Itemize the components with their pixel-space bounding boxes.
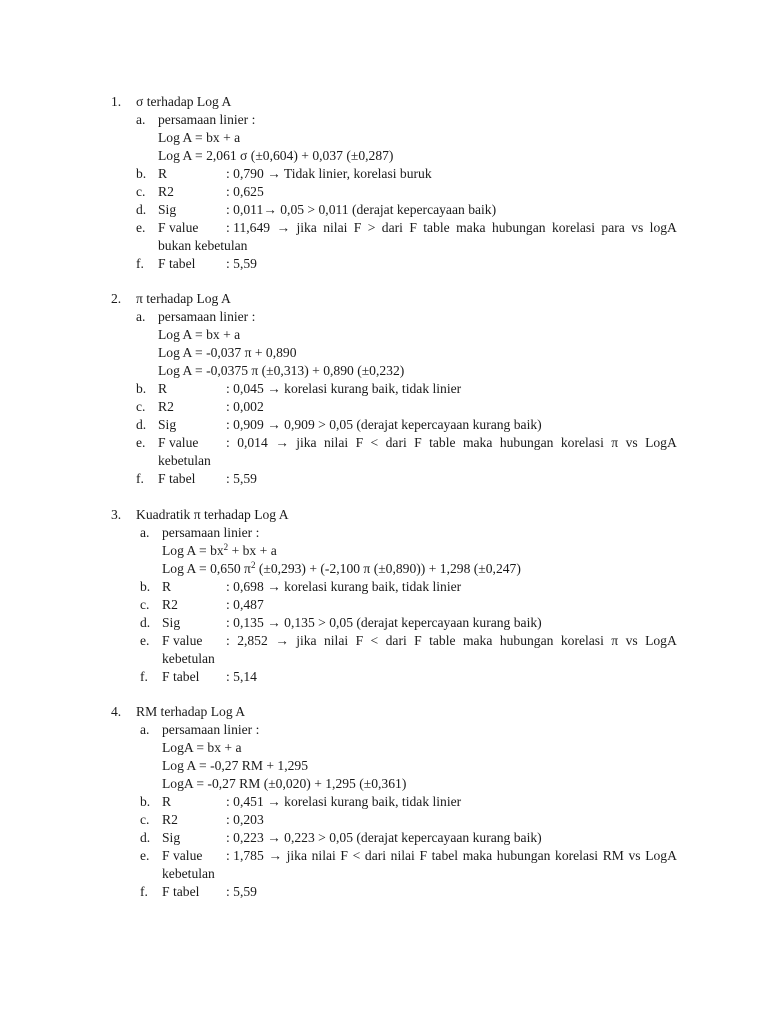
item-label: F value [158,435,199,450]
item-label: R2 [162,597,178,612]
item-label: R [162,579,172,594]
word: > [367,220,376,235]
item-letter: a. [136,112,146,127]
word: 2,852 [237,633,268,648]
word: nilai [311,848,336,863]
item-letter: e. [136,435,146,450]
item-value: : 0,790 → Tidak linier, korelasi buruk [226,166,432,181]
item-value [226,219,677,237]
item-label: R2 [162,812,178,827]
equation-line: Log $A = bx^2$ + bx + a [162,542,277,558]
item-letter: f. [136,256,144,271]
item-letter: d. [136,417,147,432]
item-label: persamaan linier : [162,525,260,540]
word: F [414,435,422,450]
word: F [353,220,362,235]
word: < [370,633,379,648]
item-label: F value [162,848,203,863]
section-number: 2. [111,291,122,306]
word: jika [286,848,307,863]
word: dari [385,633,407,648]
word: maka [462,633,493,648]
equation-line: Log A = -0,0375 π (±0,313) + 0,890 (±0,232) [158,363,405,378]
item-letter: d. [140,830,151,845]
item-value [226,632,677,650]
word: para [601,220,625,235]
item-label: R2 [158,184,174,199]
word: dari [385,435,407,450]
item-letter: c. [136,399,146,414]
word: logA [649,220,677,235]
item-letter: a. [140,525,150,540]
word: → [275,633,289,648]
section-number: 3. [111,507,122,522]
item-value: : 0,487 [226,597,264,612]
item-label: R2 [158,399,174,414]
word: LogA [645,633,677,648]
item-value [226,847,677,865]
item-letter: c. [140,597,150,612]
item-label: F value [162,633,203,648]
item-letter: e. [136,220,146,235]
item-label: Sig [162,615,181,630]
word: hubungan [499,633,554,648]
item-value: : 0,002 [226,399,264,414]
word: LogA [645,435,677,450]
item-letter: f. [136,471,144,486]
word: maka [462,848,493,863]
word: korelasi [560,633,604,648]
word: vs [625,435,638,450]
word: tabel [431,848,459,863]
item-letter: f. [140,669,148,684]
equation-line: Log A = bx + a [158,130,241,145]
item-letter: b. [136,166,147,181]
item-value [226,434,677,452]
item-value: : 0,451 → korelasi kurang baik, tidak linier [226,794,462,809]
item-value-continuation: kebetulan [162,866,215,881]
item-value: : 5,14 [226,669,257,684]
word: : 11,649 [226,220,271,235]
section-title: Kuadratik π terhadap Log A [136,507,289,522]
section-number: 4. [111,704,122,719]
equation-line: LogA = bx + a [162,740,242,755]
item-letter: b. [136,381,147,396]
item-label: F value [158,220,199,235]
word: maka [456,220,486,235]
equation-line: Log A = bx + a [158,327,241,342]
word: → [275,435,289,450]
item-label: R [158,381,168,396]
item-label: Sig [162,830,181,845]
word: π [611,435,619,450]
word: korelasi [551,220,595,235]
word: nilai [323,633,349,648]
section-title: σ terhadap Log A [136,94,232,109]
section-number: 1. [111,94,122,109]
item-letter: a. [140,722,150,737]
item-letter: b. [140,579,151,594]
word: π [611,633,619,648]
item-value: : 0,045 → korelasi kurang baik, tidak linier [226,381,462,396]
word: F [355,633,364,648]
item-value: : 0,011→ 0,05 > 0,011 (derajat kepercayaan baik) [226,202,497,217]
word: F [355,435,364,450]
equation-line: LogA = -0,27 RM (±0,020) + 1,295 (±0,361) [162,776,407,791]
item-value: : 0,135 → 0,135 > 0,05 (derajat kepercayaan kurang baik) [226,615,542,630]
item-label: persamaan linier : [158,112,256,127]
item-value: : 0,223 → 0,223 > 0,05 (derajat kepercayaan kurang baik) [226,830,542,845]
word: table [423,220,450,235]
item-letter: c. [140,812,150,827]
word: vs [631,220,644,235]
word: maka [462,435,493,450]
item-label: Sig [158,202,177,217]
word: F [340,848,348,863]
item-value-continuation: bukan kebetulan [158,238,248,253]
equation-line: Log A = -0,27 RM + 1,295 [162,758,308,773]
item-letter: e. [140,633,150,648]
item-value: : 0,203 [226,812,264,827]
item-letter: d. [136,202,147,217]
word: → [276,220,291,235]
word: → [268,848,282,863]
word: : 1,785 [226,848,264,863]
word: dari [381,220,403,235]
word: nilai [390,848,415,863]
item-value: : 5,59 [226,256,257,271]
item-value: : 0,909 → 0,909 > 0,05 (derajat kepercayaan kurang baik) [226,417,542,432]
item-value: : 0,625 [226,184,264,199]
equation-line: Log A = 2,061 σ (±0,604) + 0,037 (±0,287) [158,148,394,163]
section-title: RM terhadap Log A [136,704,246,719]
item-label: persamaan linier : [162,722,260,737]
equation-line: Log A = 0,650 $\pi^2$ (±0,293) + (-2,100 π (±0,890)) + 1,298 (±0,247) [162,560,521,576]
item-letter: b. [140,794,151,809]
word: nilai [323,220,348,235]
item-label: R [162,794,172,809]
equation-line: Log A = -0,037 π + 0,890 [158,345,297,360]
item-value: : 0,698 → korelasi kurang baik, tidak linier [226,579,462,594]
item-letter: a. [136,309,146,324]
item-label: F tabel [158,471,196,486]
word: : [226,435,230,450]
item-label: F tabel [158,256,196,271]
word: RM [602,848,624,863]
word: F [409,220,417,235]
word: table [429,435,456,450]
item-letter: f. [140,884,148,899]
word: 0,014 [237,435,268,450]
word: LogA [645,848,677,863]
word: : [226,633,230,648]
section-title: π terhadap Log A [136,291,231,306]
word: korelasi [555,848,599,863]
item-label: persamaan linier : [158,309,256,324]
word: nilai [323,435,349,450]
item-value-continuation: kebetulan [158,453,211,468]
item-value: : 5,59 [226,884,257,899]
item-letter: e. [140,848,150,863]
word: vs [628,848,641,863]
word: dari [364,848,387,863]
word: jika [296,220,317,235]
word: jika [296,633,317,648]
word: F [419,848,428,863]
word: hubungan [499,435,554,450]
word: hubungan [496,848,551,863]
item-label: F tabel [162,669,200,684]
word: F [414,633,422,648]
word: < [352,848,361,863]
word: vs [625,633,638,648]
item-label: F tabel [162,884,200,899]
word: hubungan [491,220,546,235]
item-label: Sig [158,417,177,432]
item-letter: c. [136,184,146,199]
item-letter: d. [140,615,151,630]
word: < [370,435,379,450]
item-value: : 5,59 [226,471,257,486]
word: table [429,633,456,648]
word: jika [296,435,317,450]
item-value-continuation: kebetulan [162,651,215,666]
word: korelasi [560,435,604,450]
item-label: R [158,166,168,181]
